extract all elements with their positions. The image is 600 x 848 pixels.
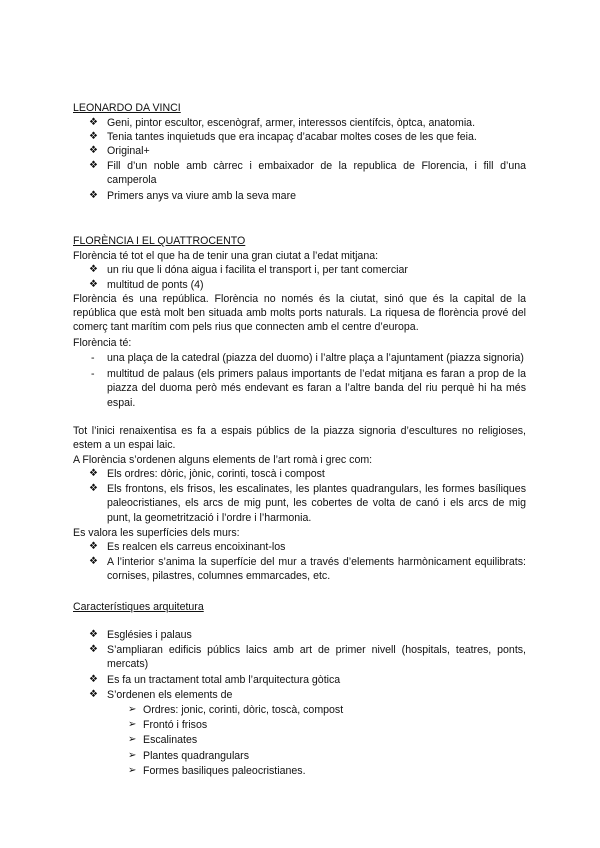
florencia-te-label: Florència té: xyxy=(73,337,132,349)
list-item: ➢ Ordres: jonic, corinti, dòric, toscà, compost xyxy=(128,704,344,716)
diamond-bullet-icon: ❖ xyxy=(89,556,98,568)
dash-bullet: - xyxy=(91,352,95,364)
florencia-paragraph-inici: Tot l’inici renaixentisa es fa a espais públics de la piazza signoria d’escultures no religioses, estem a un espai laic. xyxy=(73,425,526,452)
diamond-bullet-icon: ❖ xyxy=(89,279,98,291)
list-item: - una plaça de la catedral (piazza del duomo) i l’altre plaça a l’ajuntament (piazza signoria) xyxy=(91,352,524,364)
valora-list xyxy=(73,540,526,584)
diamond-bullet-icon: ❖ xyxy=(89,629,98,640)
florencia-valora: Es valora les superfícies dels murs: xyxy=(73,527,240,539)
arrow-bullet-icon: ➢ xyxy=(128,734,137,746)
list-item: ❖ Es fa un tractament total amb l’arquitectura gòtica xyxy=(89,673,341,686)
caracteristiques-list xyxy=(73,628,526,702)
list-item: ❖ Es realcen els carreus encoixinant-los xyxy=(89,541,286,553)
list-item: ❖ Els ordres: dòric, jònic, corinti, toscà i compost xyxy=(89,468,325,480)
diamond-bullet-icon: ❖ xyxy=(89,688,98,700)
list-item: ❖ S’ampliaran edificis públics laics amb art de primer nivell (hospitals, teatres, ponts, mercats) xyxy=(89,644,526,671)
diamond-bullet-icon: ❖ xyxy=(89,541,98,552)
diamond-bullet-icon: ❖ xyxy=(89,644,98,656)
arrow-bullet-icon: ➢ xyxy=(128,764,137,776)
list-item: - multitud de palaus (els primers palaus importants de l’edat mitjana es faran a prop de la piazza del duoma però més endevant es faran a l’altre banda del riu perquè hi ha més espai. xyxy=(91,368,526,409)
florencia-paragraph-republica: Florència és una república. Florència no només és la ciutat, sinó que és la capital de la república que està molt ben situada amb molts ports naturals. La riquesa de florència prové del comerç tant marítim com pels rius que connecten amb el centre d’europa. xyxy=(73,293,526,334)
list-item: ➢ Escalinates xyxy=(128,734,198,747)
list-item: ❖ Primers anys va viure amb la seva mare xyxy=(89,190,296,203)
list-item: ❖ Esglésies i palaus xyxy=(89,629,192,641)
heading-caracteristiques: Característiques arquitetura xyxy=(73,601,204,613)
list-item: ❖ A l’interior s’anima la superfície del mur a través d’elements harmònicament equilibrats: cornises, pilastres, columnes emmarcades, etc. xyxy=(89,556,526,583)
arrow-bullet-icon: ➢ xyxy=(128,749,137,761)
list-item: ➢ Frontó i frisos xyxy=(128,719,208,732)
list-item: ➢ Formes basiliques paleocristianes. xyxy=(128,764,306,777)
arrow-bullet-icon: ➢ xyxy=(128,719,137,731)
diamond-bullet-icon: ❖ xyxy=(89,468,98,479)
diamond-bullet-icon: ❖ xyxy=(89,131,98,143)
heading-leonardo: LEONARDO DA VINCI xyxy=(73,102,181,114)
diamond-bullet-icon: ❖ xyxy=(89,264,98,275)
diamond-bullet-icon: ❖ xyxy=(89,117,98,128)
list-item: ❖ multitud de ponts (4) xyxy=(89,279,204,292)
florencia-intro: Florència té tot el que ha de tenir una gran ciutat a l’edat mitjana: xyxy=(73,250,379,262)
arrow-bullet-icon: ➢ xyxy=(128,704,137,715)
list-item: ❖ Original+ xyxy=(89,145,150,158)
diamond-bullet-icon: ❖ xyxy=(89,483,98,495)
list-item: ❖ S’ordenen els elements de xyxy=(89,688,233,701)
diamond-bullet-icon: ❖ xyxy=(89,159,98,171)
list-item: ➢ Plantes quadrangulars xyxy=(128,749,250,762)
elements-sublist xyxy=(73,703,526,778)
list-item: ❖ Fill d’un noble amb càrrec i embaixador de la republica de Florencia, i fill d’una camperola xyxy=(89,159,526,186)
ordenen-list xyxy=(73,467,526,525)
diamond-bullet-icon: ❖ xyxy=(89,145,98,157)
list-item: ❖ un riu que li dóna aigua i facilita el transport i, per tant comerciar xyxy=(89,264,408,276)
diamond-bullet-icon: ❖ xyxy=(89,190,98,202)
dash-bullet: - xyxy=(91,368,95,381)
leonardo-list xyxy=(73,116,526,203)
florencia-te-list xyxy=(73,351,526,410)
diamond-bullet-icon: ❖ xyxy=(89,673,98,685)
heading-florencia: FLORÈNCIA I EL QUATTROCENTO xyxy=(73,235,246,247)
florencia-intro-list xyxy=(73,263,526,292)
list-item: ❖ Els frontons, els frisos, les escalinates, les plantes quadrangulars, les formes basíliques paleocristianes, els arcs de mig punt, les cobertes de volta de canó i els arcs de mig punt, la geometrització i l’ordre i l’harmonia. xyxy=(89,483,526,524)
florencia-ordenen: A Florència s’ordenen alguns elements de l’art romà i grec com: xyxy=(73,454,373,466)
list-item: ❖ Geni, pintor escultor, escenògraf, armer, interessos científcis, òptca, anatomia. xyxy=(89,117,476,129)
list-item: ❖ Tenia tantes inquietuds que era incapaç d’acabar moltes coses de les que feia. xyxy=(89,131,477,144)
